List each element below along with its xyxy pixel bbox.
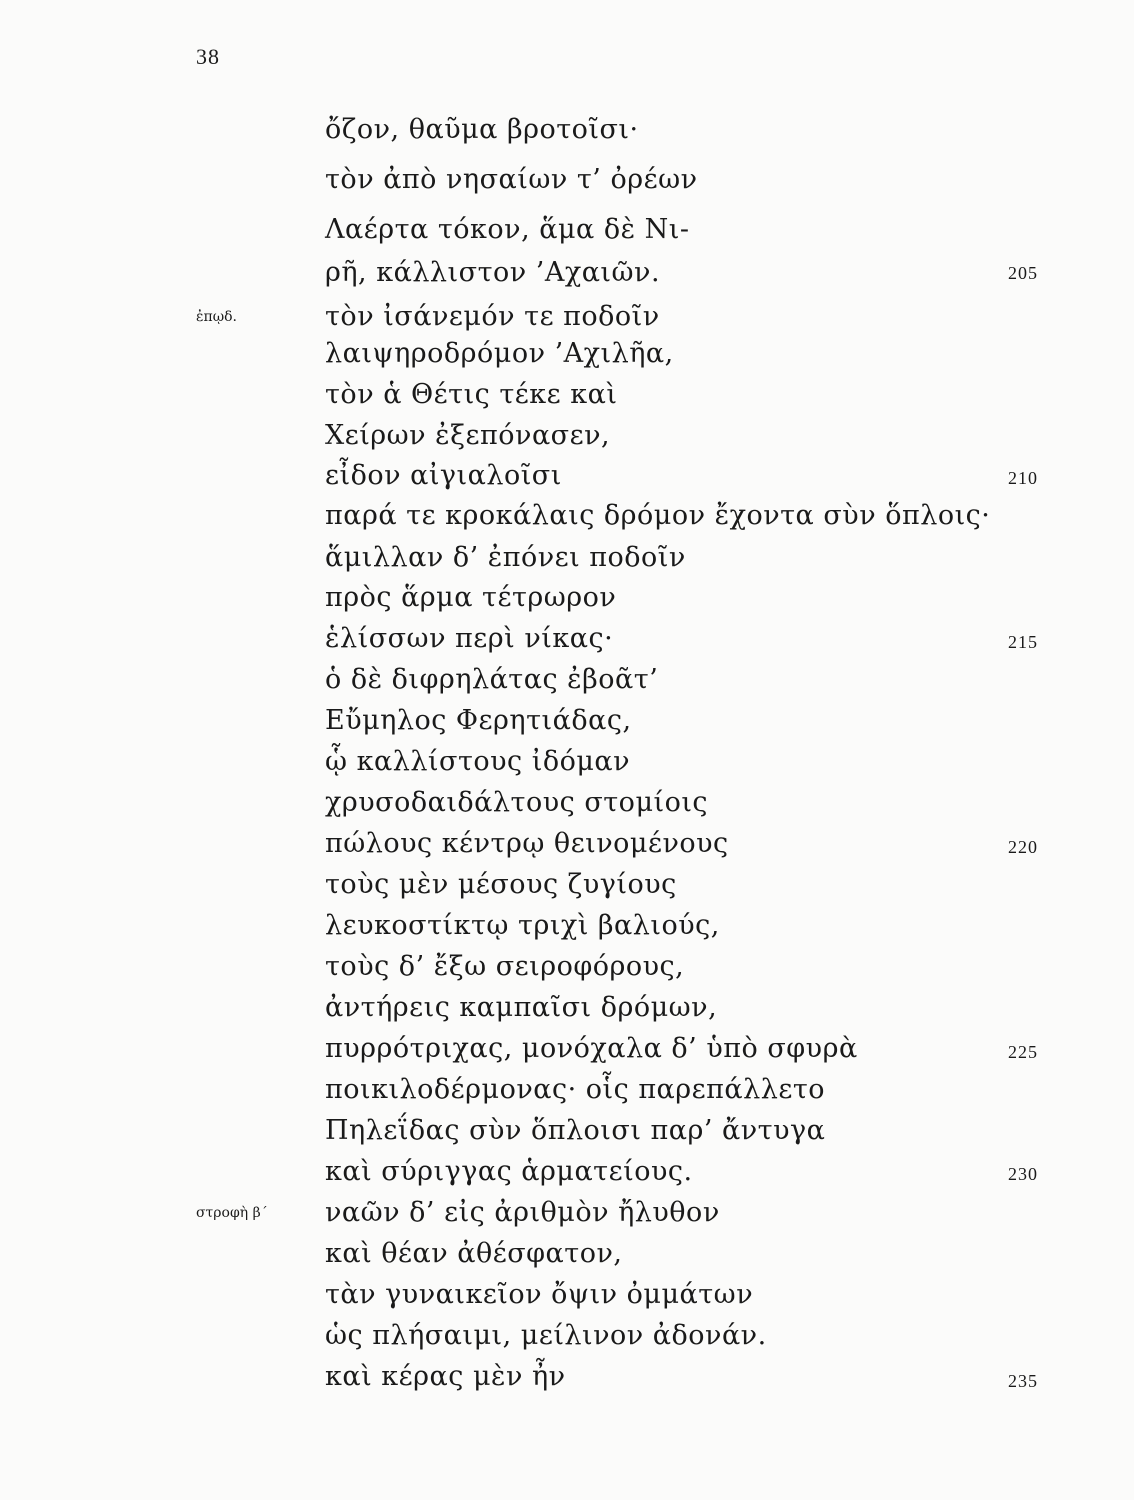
verse-line: ᾧ καλλίστους ἰδόμαν: [325, 746, 631, 777]
verse-line: τὸν ἁ Θέτις τέκε καὶ: [325, 379, 618, 410]
line-number: 205: [1008, 263, 1038, 283]
verse-line: λαιψηροδρόμον ’Αχιλῆα,: [325, 338, 674, 369]
verse-line: Λαέρτα τόκον, ἅμα δὲ Νι-: [325, 214, 690, 245]
line-number: 225: [1008, 1042, 1038, 1062]
verse-line: Πηλεΐδας σὺν ὅπλοισι παρ’ ἄντυγα: [325, 1115, 826, 1146]
verse-line: ἑλίσσων περὶ νίκας·: [325, 623, 614, 654]
verse-line: τοὺς μὲν μέσους ζυγίους: [325, 869, 677, 900]
verse-line: ἅμιλλαν δ’ ἐπόνει ποδοῖν: [325, 542, 686, 573]
verse-line: παρά τε κροκάλαις δρόμον ἔχοντα σὺν ὅπλοις·: [325, 500, 991, 531]
verse-line: καὶ θέαν ἀθέσφατον,: [325, 1238, 623, 1269]
verse-line: τὸν ἀπὸ νησαίων τ’ ὀρέων: [325, 164, 698, 195]
verse-line: ὡς πλήσαιμι, μείλινον ἀδονάν.: [325, 1320, 767, 1351]
line-number: 230: [1008, 1164, 1038, 1184]
verse-line: λευκοστίκτῳ τριχὶ βαλιούς,: [325, 910, 720, 941]
verse-line: τοὺς δ’ ἔξω σειροφόρους,: [325, 951, 685, 982]
line-number: 210: [1008, 468, 1038, 488]
line-number: 220: [1008, 837, 1038, 857]
verse-line: πρὸς ἅρμα τέτρωρον: [325, 582, 617, 613]
verse-line: Εὔμηλος Φερητιάδας,: [325, 705, 632, 736]
verse-line: καὶ κέρας μὲν ἦν: [325, 1361, 566, 1392]
verse-line: ὁ δὲ διφρηλάτας ἐβοᾶτ’: [325, 664, 659, 695]
verse-line: πυρρότριχας, μονόχαλα δ’ ὑπὸ σφυρὰ: [325, 1033, 858, 1064]
verse-line: ἀντήρεις καμπαῖσι δρόμων,: [325, 992, 718, 1023]
page-number: 38: [196, 44, 220, 69]
verse-line: χρυσοδαιδάλτους στομίοις: [325, 787, 709, 818]
verse-line: πώλους κέντρῳ θεινομένους: [325, 828, 729, 859]
verse-line: εἶδον αἰγιαλοῖσι: [325, 460, 562, 491]
section-label-epode: ἐπῳδ.: [196, 309, 238, 325]
verse-line: τὸν ἰσάνεμόν τε ποδοῖν: [325, 301, 660, 332]
line-number: 235: [1008, 1371, 1038, 1391]
section-label-strophe: στροφὴ β΄: [196, 1205, 268, 1221]
line-number: 215: [1008, 632, 1038, 652]
verse-line: ναῶν δ’ εἰς ἀριθμὸν ἤλυθον: [325, 1197, 720, 1228]
verse-line: Χείρων ἐξεπόνασεν,: [325, 420, 611, 451]
verse-line: ρῆ, κάλλιστον ’Αχαιῶν.: [325, 257, 661, 288]
verse-line: καὶ σύριγγας ἁρματείους.: [325, 1156, 693, 1187]
verse-line: ὄζον, θαῦμα βροτοῖσι·: [325, 114, 639, 145]
verse-line: ποικιλοδέρμονας· οἷς παρεπάλλετο: [325, 1074, 826, 1105]
verse-line: τὰν γυναικεῖον ὄψιν ὀμμάτων: [325, 1279, 754, 1310]
